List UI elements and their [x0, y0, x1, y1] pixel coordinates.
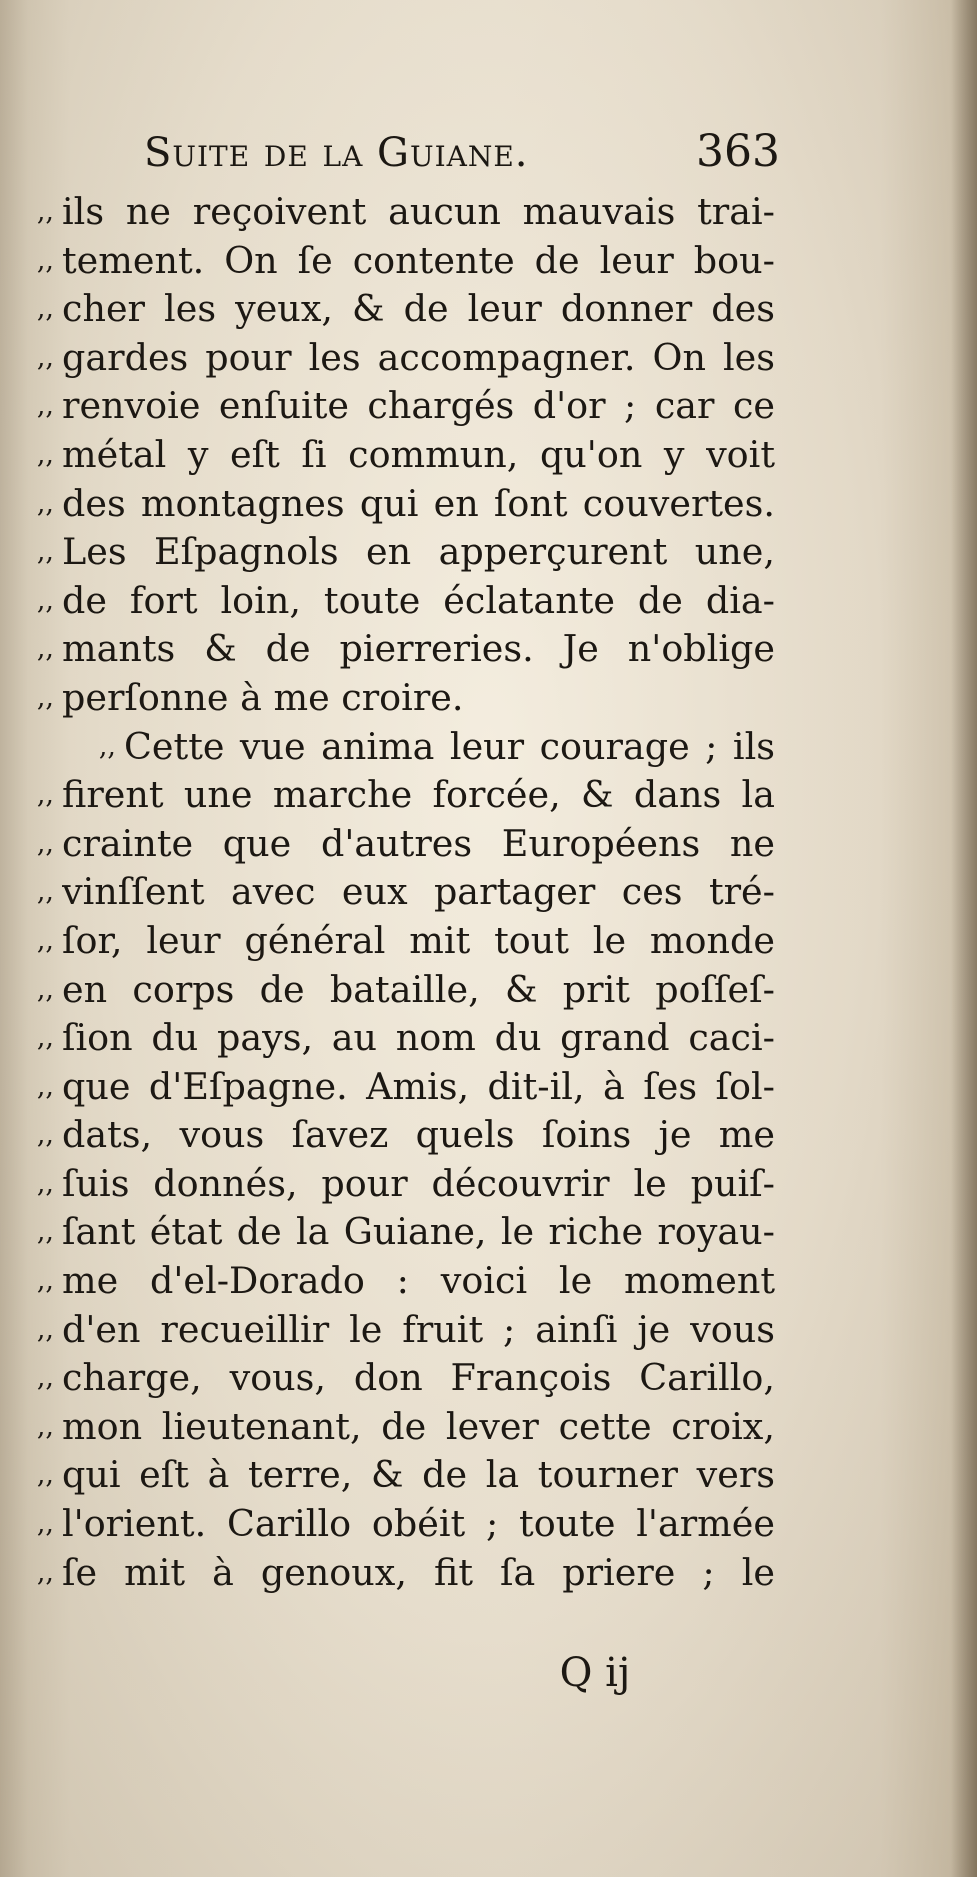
text-line: ,, en corps de bataille, & prit poſſeſ- [30, 968, 775, 1017]
quote-mark: ,, [36, 244, 54, 276]
text-line: ,, cher les yeux, & de leur donner des [30, 287, 775, 336]
quote-mark: ,, [36, 1459, 54, 1491]
text-line: ,, ſuis donnés, pour découvrir le puiſ- [30, 1162, 775, 1211]
text-line: ,, gardes pour les accompagner. On les [30, 336, 775, 385]
running-title: Suite de la Guiane. [144, 130, 529, 176]
quote-mark: ,, [36, 584, 54, 616]
text-line: ,, de fort loin, toute éclatante de dia- [30, 579, 775, 628]
text-line: ,, perſonne à me croire. [30, 676, 775, 725]
text-line: ,, l'orient. Carillo obéit ; toute l'armée [30, 1502, 775, 1551]
quote-mark: ,, [36, 1508, 54, 1540]
paragraph-start-line: ,, Cette vue anima leur courage ; ils [30, 725, 775, 774]
text-line: ,, crainte que d'autres Européens ne [30, 822, 775, 871]
page-header [144, 126, 780, 186]
quote-mark: ,, [36, 1070, 54, 1102]
quote-mark: ,, [36, 681, 54, 713]
quote-mark: ,, [36, 1022, 54, 1054]
text-line: ,, qui eſt à terre, & de la tourner vers [30, 1453, 775, 1502]
quote-mark: ,, [36, 973, 54, 1005]
quote-mark: ,, [36, 341, 54, 373]
quote-mark: ,, [36, 1556, 54, 1588]
text-line: ,, ſion du pays, au nom du grand caci- [30, 1016, 775, 1065]
quote-mark: ,, [36, 1216, 54, 1248]
quote-mark: ,, [36, 438, 54, 470]
quote-mark: ,, [36, 487, 54, 519]
quote-mark: ,, [98, 730, 116, 762]
quote-mark: ,, [36, 293, 54, 325]
text-line: ,, mants & de pierreries. Je n'oblige [30, 627, 775, 676]
text-line: ,, vinſſent avec eux partager ces tré- [30, 870, 775, 919]
quote-mark: ,, [36, 1362, 54, 1394]
quote-mark: ,, [36, 779, 54, 811]
quote-mark: ,, [36, 1167, 54, 1199]
text-line: ,, d'en recueillir le fruit ; ainſi je vous [30, 1308, 775, 1357]
text-line: ,, renvoie enſuite chargés d'or ; car ce [30, 384, 775, 433]
quote-mark: ,, [36, 827, 54, 859]
page-edge-shadow [951, 0, 977, 1877]
quote-mark: ,, [36, 633, 54, 665]
text-line: ,, Les Eſpagnols en apperçurent une, [30, 530, 775, 579]
text-line: ,, métal y eſt ſi commun, qu'on y voit [30, 433, 775, 482]
quote-mark: ,, [36, 536, 54, 568]
text-line: ,, mon lieutenant, de lever cette croix, [30, 1405, 775, 1454]
quote-mark: ,, [36, 876, 54, 908]
quote-mark: ,, [36, 1265, 54, 1297]
text-line: ,, charge, vous, don François Carillo, [30, 1356, 775, 1405]
text-line: ,, ſant état de la Guiane, le riche royau- [30, 1210, 775, 1259]
quote-mark: ,, [36, 390, 54, 422]
page-number: 363 [696, 126, 780, 177]
body-text [30, 190, 775, 1599]
text-line: ,, des montagnes qui en ſont couvertes. [30, 482, 775, 531]
text-line: ,, ſe mit à genoux, fit ſa priere ; le [30, 1551, 775, 1600]
text-line: ,, firent une marche forcée, & dans la [30, 773, 775, 822]
text-line: ,, ils ne reçoivent aucun mauvais trai- [30, 190, 775, 239]
quote-mark: ,, [36, 196, 54, 227]
text-line: ,, que d'Eſpagne. Amis, dit-il, à ſes ſol- [30, 1065, 775, 1114]
quote-mark: ,, [36, 1410, 54, 1442]
quote-mark: ,, [36, 924, 54, 956]
text-line: ,, dats, vous ſavez quels ſoins je me [30, 1113, 775, 1162]
quote-mark: ,, [36, 1119, 54, 1151]
text-line: ,, me d'el-Dorado : voici le moment [30, 1259, 775, 1308]
text-line: ,, ſor, leur général mit tout le monde [30, 919, 775, 968]
quote-mark: ,, [36, 1313, 54, 1345]
text-line: ,, tement. On ſe contente de leur bou- [30, 239, 775, 288]
signature-mark: Q ij [559, 1650, 631, 1696]
